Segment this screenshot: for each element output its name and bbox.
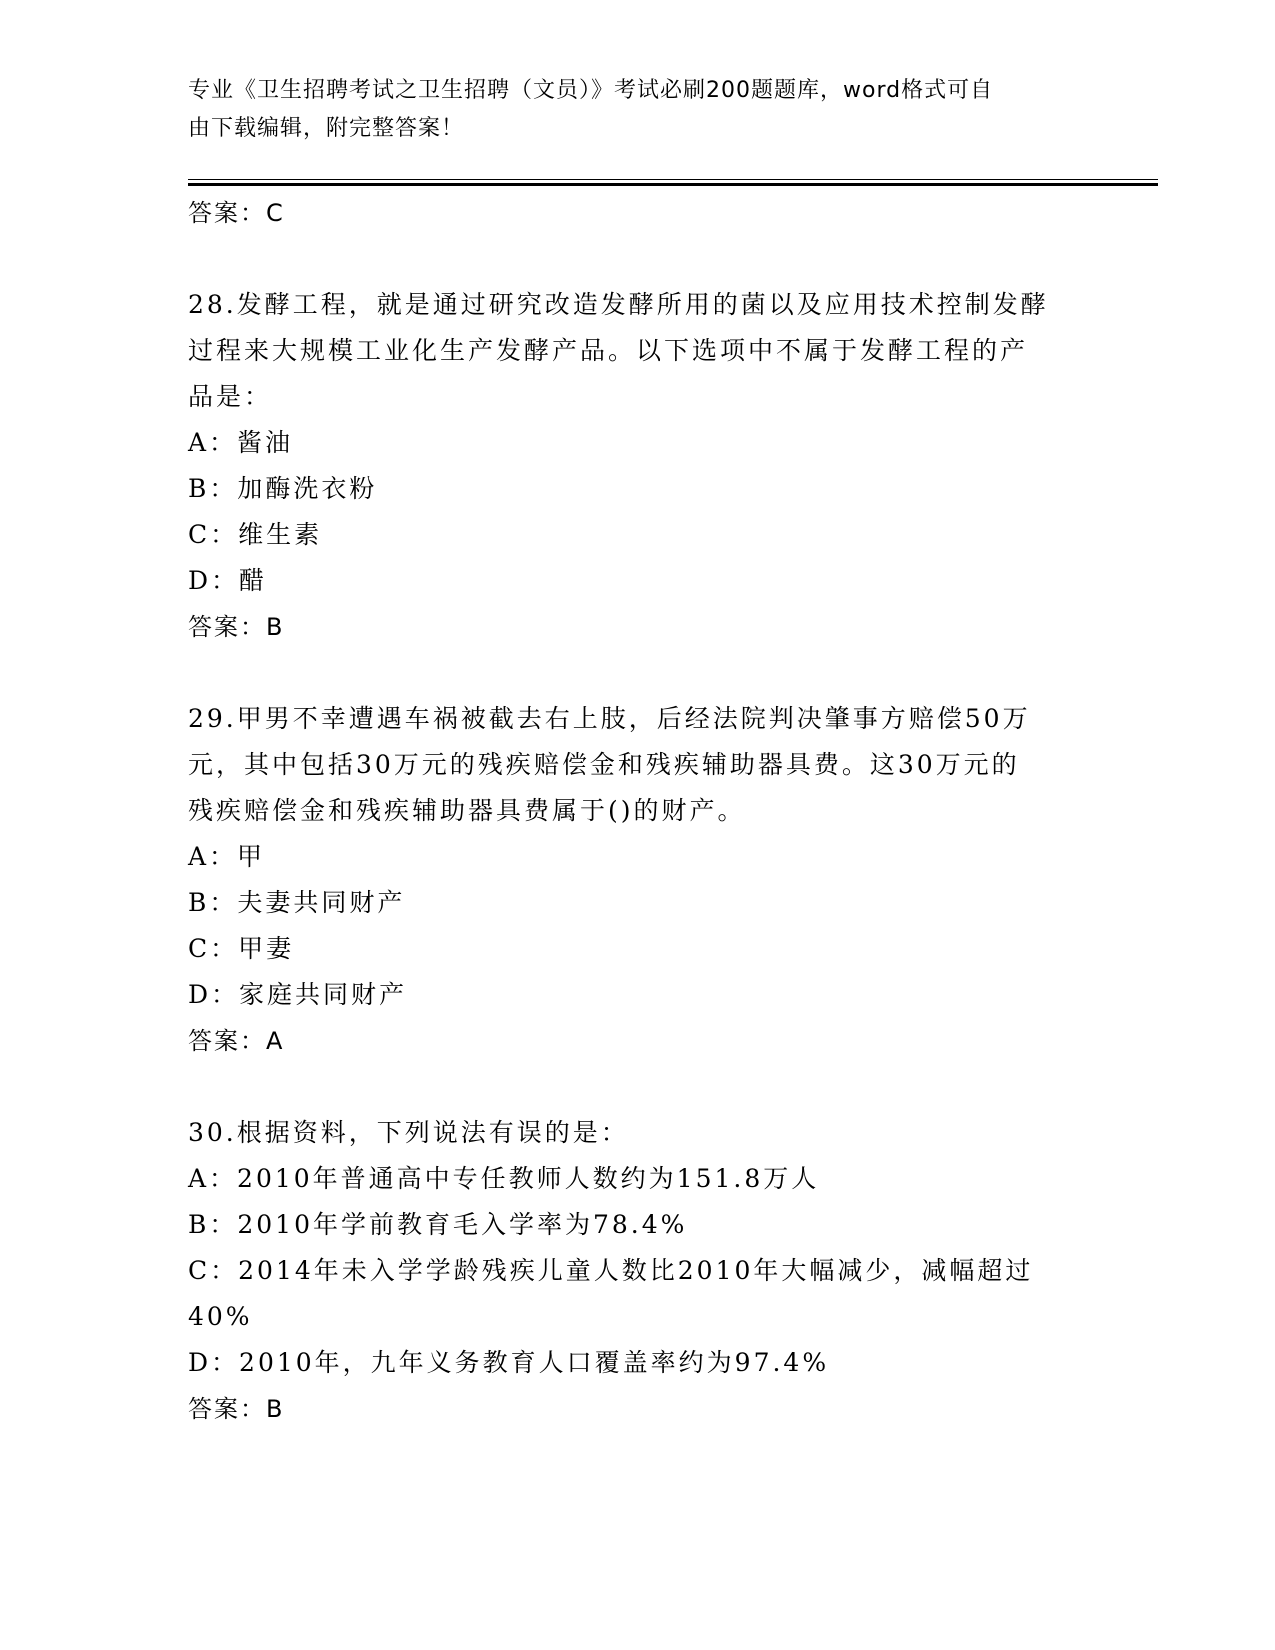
previous-answer: 答案：C bbox=[188, 199, 285, 227]
question-stem-line: 30.根据资料，下列说法有误的是： bbox=[188, 1118, 629, 1147]
header-line-1: 专业《卫生招聘考试之卫生招聘（文员）》考试必刷200题题库，word格式可自 bbox=[188, 78, 994, 103]
header-rule-thick bbox=[188, 183, 1158, 186]
question-29 bbox=[188, 696, 1088, 1064]
answer-line: 答案：A bbox=[188, 1027, 285, 1055]
header-rule-thin bbox=[188, 179, 1158, 180]
question-list bbox=[188, 190, 1088, 1432]
option-b: B：夫妻共同财产 bbox=[188, 888, 406, 917]
option-a: A：2010年普通高中专任教师人数约为151.8万人 bbox=[188, 1164, 820, 1193]
option-c: C：2014年未入学学龄残疾儿童人数比2010年大幅减少，减幅超过 bbox=[188, 1256, 1034, 1285]
question-28 bbox=[188, 282, 1088, 650]
answer-line: 答案：B bbox=[188, 613, 285, 641]
option-d: D：2010年，九年义务教育人口覆盖率约为97.4% bbox=[188, 1348, 830, 1377]
option-d: D：家庭共同财产 bbox=[188, 980, 408, 1009]
option-a: A：酱油 bbox=[188, 428, 294, 457]
question-stem-line: 29.甲男不幸遭遇车祸被截去右上肢，后经法院判决肇事方赔偿50万 bbox=[188, 704, 1031, 733]
option-d: D：醋 bbox=[188, 566, 268, 595]
option-b: B：2010年学前教育毛入学率为78.4% bbox=[188, 1210, 688, 1239]
question-stem-line: 过程来大规模工业化生产发酵产品。以下选项中不属于发酵工程的产 bbox=[188, 336, 1029, 365]
document-header bbox=[188, 72, 1068, 148]
header-line-2: 由下载编辑，附完整答案！ bbox=[188, 116, 465, 141]
question-stem-line: 28.发酵工程，就是通过研究改造发酵所用的菌以及应用技术控制发酵 bbox=[188, 290, 1049, 319]
option-c: C：甲妻 bbox=[188, 934, 295, 963]
answer-line: 答案：B bbox=[188, 1395, 285, 1423]
question-stem-line: 元，其中包括30万元的残疾赔偿金和残疾辅助器具费。这30万元的 bbox=[188, 750, 1020, 779]
question-stem-line: 残疾赔偿金和残疾辅助器具费属于()的财产。 bbox=[188, 796, 746, 825]
option-a: A：甲 bbox=[188, 842, 266, 871]
question-stem-line: 品是： bbox=[188, 382, 273, 411]
option-b: B：加酶洗衣粉 bbox=[188, 474, 378, 503]
question-30 bbox=[188, 1110, 1088, 1432]
option-c: C：维生素 bbox=[188, 520, 323, 549]
option-c-continued: 40% bbox=[188, 1302, 253, 1331]
